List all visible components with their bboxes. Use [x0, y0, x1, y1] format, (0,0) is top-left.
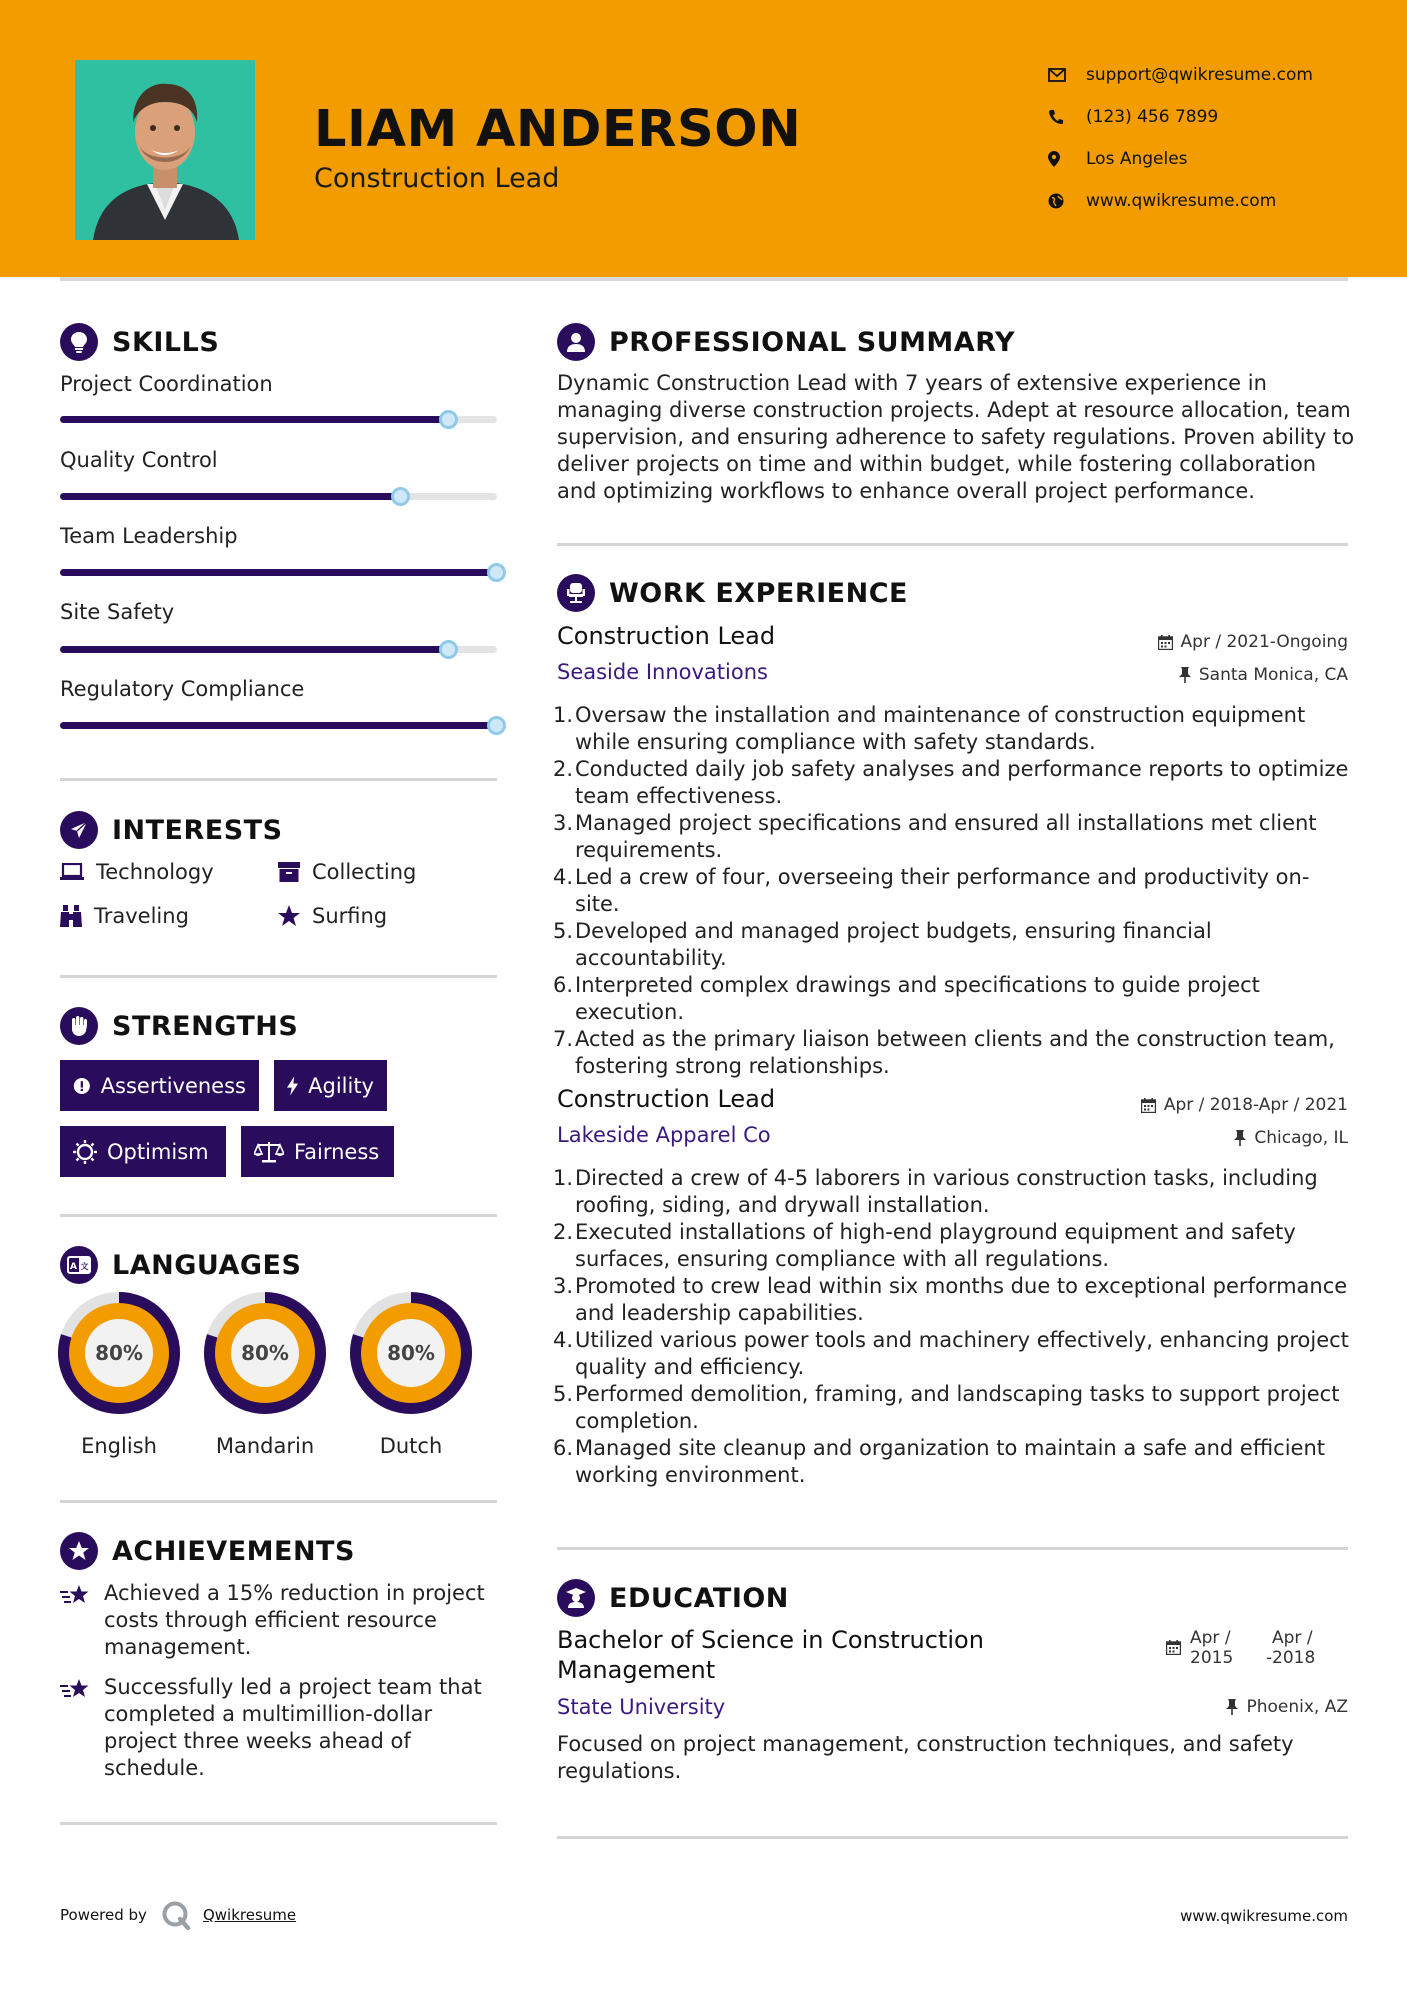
candidate-role: Construction Lead: [314, 163, 560, 194]
balance-scale-icon: [254, 1141, 284, 1163]
list-item: 5. Performed demolition, framing, and landscaping tasks to support project completion.: [553, 1382, 1340, 1433]
interests-heading: INTERESTS: [60, 810, 283, 850]
skill-bar-knob: [487, 716, 506, 735]
job-responsibilities: [553, 702, 1353, 1080]
language-item: [204, 1292, 326, 1458]
achievement-item: Achieved a 15% reduction in project costs through efficient resource management.: [60, 1580, 500, 1661]
calendar-icon: [1158, 635, 1173, 650]
skill-bar: [60, 416, 497, 423]
job-location: Santa Monica, CA: [1179, 665, 1348, 685]
language-percent: 80%: [95, 1341, 143, 1365]
section-divider: [60, 778, 497, 781]
section-divider: [60, 1822, 497, 1825]
skill-label: Site Safety: [60, 600, 175, 624]
contact-location: Los Angeles: [1048, 138, 1313, 180]
interest-item: Technology: [60, 860, 214, 884]
education-description: Focused on project management, construction techniques, and safety regulations.: [557, 1732, 1294, 1783]
star-icon: [278, 905, 300, 927]
summary-text: Dynamic Construction Lead with 7 years of extensive experience in managing diverse construction projects. Adept at resource allocation, team supervision, and ensuring adherence to safety regulations. Proven ability to deliver projects on time and within budget, while fostering collaboration and optimizing workflows to enhance overall project performance.: [557, 371, 1355, 503]
summary-heading: PROFESSIONAL SUMMARY: [557, 322, 1015, 362]
globe-icon: [1048, 193, 1086, 209]
list-item: 1. Oversaw the installation and maintenance of construction equipment while ensuring compliance with safety standards.: [553, 703, 1306, 754]
contact-email[interactable]: support@qwikresume.com: [1048, 54, 1313, 96]
language-ring: [58, 1292, 180, 1414]
job-company: Lakeside Apparel Co: [557, 1123, 771, 1147]
section-divider: [60, 1500, 497, 1503]
envelope-icon: [1048, 68, 1086, 82]
job-dates: Apr / 2018-Apr / 2021: [1141, 1095, 1348, 1115]
interest-item: Traveling: [60, 904, 189, 928]
skill-bar-fill: [60, 722, 497, 729]
education-location: Phoenix, AZ: [1226, 1697, 1348, 1717]
calendar-icon: [1166, 1640, 1181, 1660]
lightbulb-icon: [60, 323, 98, 361]
skill-label: Team Leadership: [60, 524, 238, 548]
binoculars-icon: [60, 905, 82, 927]
section-divider: [557, 1547, 1348, 1550]
language-ring: [204, 1292, 326, 1414]
strength-tag: Agility: [274, 1060, 387, 1111]
job-title: Construction Lead: [557, 622, 776, 650]
user-icon: [557, 323, 595, 361]
list-item: 2. Executed installations of high-end playground equipment and safety surfaces, ensuring compliance with all regulations.: [553, 1220, 1296, 1271]
education-end-date: Apr / 2018: [1272, 1628, 1316, 1668]
paper-plane-icon: [60, 811, 98, 849]
pushpin-icon: [1179, 667, 1191, 683]
strengths-heading: STRENGTHS: [60, 1006, 298, 1046]
language-name: English: [81, 1434, 157, 1458]
education-heading: EDUCATION: [557, 1578, 789, 1618]
experience-heading: WORK EXPERIENCE: [557, 573, 908, 613]
job-company: Seaside Innovations: [557, 660, 768, 684]
star-badge-icon: [60, 1532, 98, 1570]
date-separator: -: [1266, 1648, 1273, 1668]
language-item: [350, 1292, 472, 1458]
list-item: 4. Led a crew of four, overseeing their performance and productivity on-site.: [553, 865, 1310, 916]
skill-bar: [60, 493, 497, 500]
contact-website[interactable]: www.qwikresume.com: [1048, 180, 1313, 222]
interest-item: Surfing: [278, 904, 387, 928]
contact-list: [1048, 54, 1313, 222]
resume-header: [0, 0, 1407, 277]
laptop-icon: [60, 863, 84, 881]
footer-website-link[interactable]: www.qwikresume.com: [1180, 1907, 1348, 1925]
shooting-star-icon: [60, 1674, 104, 1782]
interest-item: Collecting: [278, 860, 416, 884]
section-divider: [60, 975, 497, 978]
languages-heading: A 文 LANGUAGES: [60, 1245, 301, 1285]
language-card-icon: [60, 1246, 98, 1284]
phone-icon: [1048, 109, 1086, 125]
skill-bar: [60, 569, 497, 576]
skills-heading: SKILLS: [60, 322, 219, 362]
section-divider: [60, 1214, 497, 1217]
candidate-name: LIAM ANDERSON: [314, 100, 802, 159]
lightning-bolt-icon: [287, 1074, 298, 1098]
graduate-icon: [557, 1579, 595, 1617]
skill-bar-knob: [439, 410, 458, 429]
list-item: 1. Directed a crew of 4-5 laborers in various construction tasks, including roofing, siding, and drywall installation.: [553, 1166, 1318, 1217]
skill-bar-knob: [439, 640, 458, 659]
school-name: State University: [557, 1695, 726, 1719]
list-item: 7. Acted as the primary liaison between clients and the construction team, fostering strong relationships.: [553, 1027, 1335, 1078]
footer-powered-by: Powered by Qwikresume: [60, 1900, 296, 1930]
qwikresume-logo-icon: [161, 1900, 191, 1930]
job-title: Construction Lead: [557, 1085, 776, 1113]
exclamation-circle-icon: [73, 1075, 91, 1097]
list-item: 6. Interpreted complex drawings and specifications to guide project execution.: [553, 973, 1260, 1024]
language-item: [58, 1292, 180, 1458]
office-chair-icon: [557, 574, 595, 612]
skill-label: Quality Control: [60, 448, 218, 472]
pushpin-icon: [1234, 1130, 1246, 1146]
list-item: 4. Utilized various power tools and machinery effectively, enhancing project quality and efficiency.: [553, 1328, 1349, 1379]
strength-tag: Assertiveness: [60, 1060, 259, 1111]
svg-text:A: A: [70, 1262, 77, 1272]
list-item: 2. Conducted daily job safety analyses and performance reports to optimize team effectiveness.: [553, 757, 1349, 808]
archive-icon: [278, 862, 300, 882]
shooting-star-icon: [60, 1580, 104, 1661]
language-percent: 80%: [241, 1341, 289, 1365]
svg-text:文: 文: [80, 1262, 89, 1271]
skill-label: Regulatory Compliance: [60, 677, 305, 701]
map-pin-icon: [1048, 151, 1086, 167]
skill-bar-fill: [60, 646, 449, 653]
education-start-date: Apr / 2015: [1190, 1628, 1234, 1668]
list-item: 5. Developed and managed project budgets, ensuring financial accountability.: [553, 919, 1212, 970]
skill-bar-knob: [487, 563, 506, 582]
skill-bar-fill: [60, 493, 401, 500]
fist-icon: [60, 1007, 98, 1045]
job-location: Chicago, IL: [1234, 1128, 1348, 1148]
sun-icon: [73, 1140, 97, 1164]
skill-label: Project Coordination: [60, 372, 273, 396]
qwikresume-link[interactable]: Qwikresume: [202, 1906, 297, 1924]
job-dates: Apr / 2021-Ongoing: [1158, 632, 1348, 652]
language-ring: [350, 1292, 472, 1414]
skill-bar-fill: [60, 569, 497, 576]
list-item: 3. Promoted to crew lead within six months due to exceptional performance and leadership capabilities.: [553, 1274, 1348, 1325]
language-name: Dutch: [379, 1434, 443, 1458]
achievements-heading: ACHIEVEMENTS: [60, 1531, 355, 1571]
language-percent: 80%: [387, 1341, 435, 1365]
skill-bar: [60, 646, 497, 653]
language-name: Mandarin: [215, 1434, 315, 1458]
list-item: 6. Managed site cleanup and organization to maintain a safe and efficient working environment.: [553, 1436, 1325, 1487]
profile-photo: [75, 60, 255, 240]
achievement-item: Successfully led a project team that completed a multimillion-dollar project three weeks ahead of schedule.: [60, 1674, 500, 1782]
skill-bar-knob: [391, 487, 410, 506]
strength-tag: Fairness: [241, 1126, 394, 1177]
degree-title: Bachelor of Science in Construction Management: [557, 1626, 984, 1684]
list-item: 3. Managed project specifications and ensured all installations met client requirements.: [553, 811, 1317, 862]
job-responsibilities: [553, 1165, 1353, 1489]
contact-phone[interactable]: (123) 456 7899: [1048, 96, 1313, 138]
section-divider: [557, 543, 1348, 546]
header-divider: [60, 277, 1348, 281]
calendar-icon: [1141, 1098, 1156, 1113]
skill-bar: [60, 722, 497, 729]
pushpin-icon: [1226, 1699, 1238, 1715]
section-divider: [557, 1836, 1348, 1839]
skill-bar-fill: [60, 416, 449, 423]
strength-tag: Optimism: [60, 1126, 226, 1177]
